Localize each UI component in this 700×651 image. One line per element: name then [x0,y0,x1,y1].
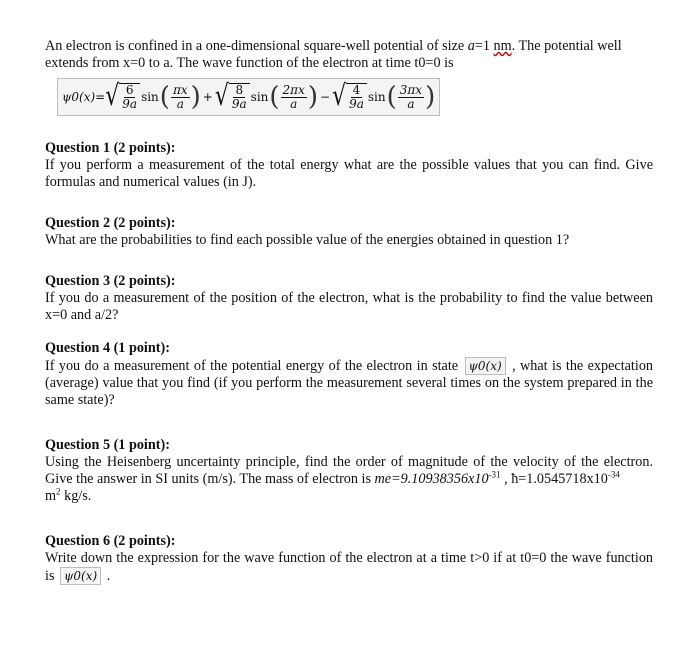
question-5-text: Using the Heisenberg uncertainty principle, find the order of magnitude of the velocity of the electron. Give the answer in SI units (m/s). The mass of electron is $me=9.10938356x10^{-31}$ , $ħ=1.0545718x10^{-34}$ $m^2$ kg/s. [45,454,653,504]
unit-nm: nm [493,38,512,54]
coef-numerator: 4 [352,83,361,97]
sin-function: sin [367,89,386,104]
term-sign: − [320,89,331,104]
question-1 [45,140,653,191]
electron-mass: me=9.10938356x10 [374,471,489,487]
sqrt-coefficient: √ $\frac{4}{9a}$ [332,83,367,111]
wavefunction-terms [105,80,436,113]
sin-function: sin [250,89,269,104]
question-5 [45,437,653,505]
coef-denominator: 9a [349,97,364,111]
question-3 [45,273,653,324]
wavefunction-term: √ $\frac{6}{9a}$ sin ( $\frac{\pi x}{a}$ ) [105,80,201,113]
arg-denominator: a [290,96,298,111]
arg-numerator: 2πx [282,82,305,97]
wavefunction-box [57,78,440,116]
sin-function: sin [141,89,159,104]
question-3-title: Question 3 (2 points): [45,273,176,289]
question-6-title: Question 6 (2 points): [45,533,176,549]
coef-numerator: 8 [235,83,244,97]
intro-line-2: extends from x=0 to a. The wave function of the electron at time t0=0 is [45,55,454,71]
question-2-text: What are the probabilities to find each possible value of the energies obtained in question 1? [45,232,570,248]
intro-line-1: An electron is confined in a one-dimensional square-well potential of size a=1 nm. The potential well [45,38,622,54]
sqrt-coefficient: √ $\frac{6}{9a}$ [105,83,140,111]
question-1-title: Question 1 (2 points): [45,140,176,156]
question-3-text: If you do a measurement of the position of the electron, what is the probability to find the value between x=0 and a/2? [45,290,653,323]
arg-denominator: a [176,96,184,111]
problem-intro [45,38,653,72]
question-5-title: Question 5 (1 point): [45,437,170,453]
question-2-title: Question 2 (2 points): [45,215,176,231]
coef-denominator: 9a [122,97,138,111]
question-6-text: Write down the expression for the wave function of the electron at a time t>0 if at t0=0 the wave function is ψ0(x) . [45,550,653,584]
question-4-text: If you do a measurement of the potential energy of the electron in state ψ0(x) , what is the expectation (average) value that you find (if you perform the measurement several times on the system prepared in the same state)? [45,358,654,408]
question-1-text: If you perform a measurement of the total energy what are the possible values that you can find. Give formulas and numerical values (in J). [45,157,653,190]
arg-numerator: 3πx [399,82,423,97]
question-6 [45,533,653,585]
psi0-inline-math-q6: ψ0(x) [60,567,101,585]
wavefunction-term: − √ $\frac{4}{9a}$ sin ( $\frac{3\pi x}{a}$ ) [320,80,436,113]
document-page [45,38,653,585]
question-4 [45,340,653,409]
sqrt-coefficient: √ $\frac{8}{9a}$ [215,83,250,111]
wavefunction-term: + √ $\frac{8}{9a}$ sin ( $\frac{2\pi x}{a}$ ) [202,80,318,113]
arg-denominator: a [407,96,415,111]
wavefunction-lhs: ψ0(x)= [62,89,106,104]
question-4-title: Question 4 (1 point): [45,340,170,356]
psi0-inline-math: ψ0(x) [465,357,506,375]
question-2 [45,215,653,249]
wavefunction-equation [57,78,653,116]
coef-denominator: 9a [231,97,247,111]
term-sign: + [202,89,213,104]
hbar-value: ħ=1.0545718x10 [511,471,608,487]
coef-numerator: 6 [125,83,134,97]
arg-numerator: πx [172,82,188,97]
